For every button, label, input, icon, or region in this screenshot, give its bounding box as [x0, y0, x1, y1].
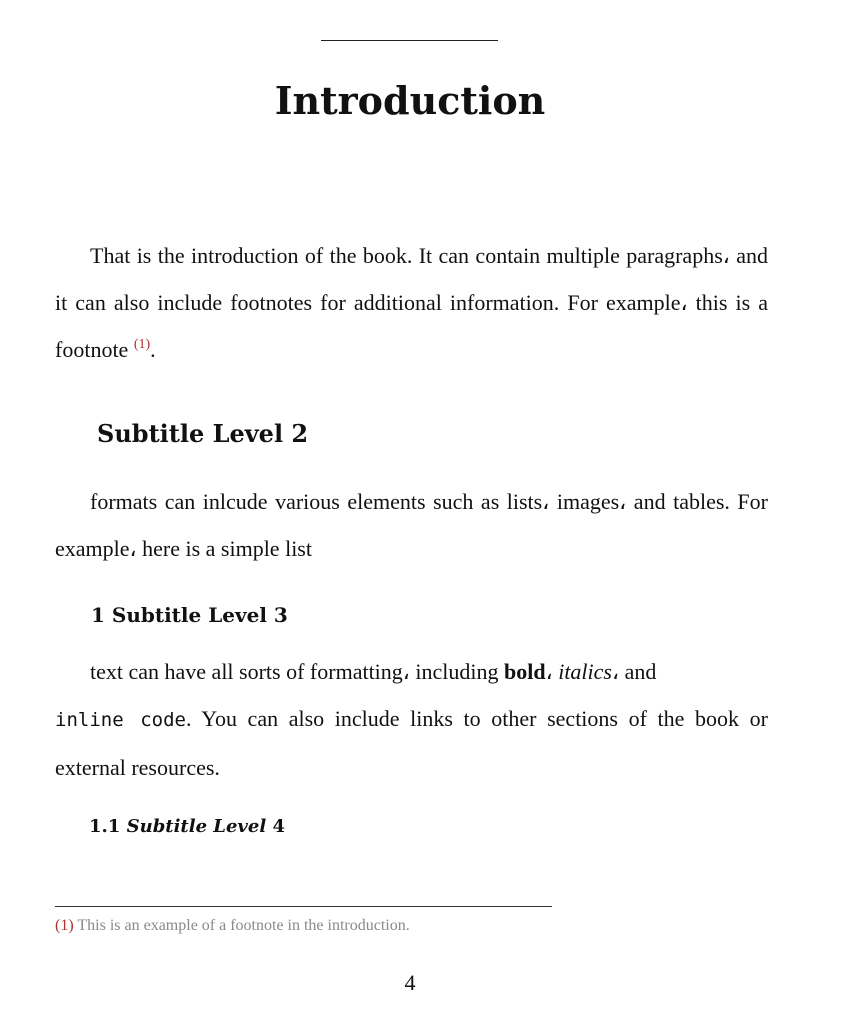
- separator-text: ، and: [611, 659, 657, 684]
- subtitle-level-2-heading: Subtitle Level 2: [97, 419, 309, 448]
- italic-text: italics: [558, 659, 612, 684]
- inline-code: inline code: [55, 709, 186, 731]
- footnote-rule: [55, 906, 552, 907]
- page-number: 4: [404, 970, 416, 995]
- intro-text-end: .: [150, 337, 156, 362]
- chapter-title: Introduction: [274, 78, 546, 123]
- subtitle-level-4-title: Subtitle Level: [126, 816, 267, 837]
- footnote-mark[interactable]: (1): [55, 917, 74, 934]
- separator-text: ،: [545, 659, 559, 684]
- intro-text: That is the introduction of the book. It can contain multiple paragraphs، and it can also include footnotes for additional information. For example، this is a footnote: [55, 243, 768, 362]
- subtitle-level-4-num: 4: [272, 816, 285, 837]
- subtitle-level-4-number: 1.1: [89, 816, 121, 837]
- intro-paragraph: [55, 232, 768, 373]
- footnote-text: This is an example of a footnote in the introduction.: [77, 917, 410, 934]
- links-text: . You can also include links to other sections of the book or external resources.: [55, 706, 768, 780]
- subtitle-level-3-heading: 1 Subtitle Level 3: [91, 603, 288, 627]
- subtitle-level-4-heading: [89, 812, 285, 842]
- footnote-reference-link[interactable]: (1): [133, 337, 151, 352]
- lists-paragraph: formats can inlcude various elements such as lists، images، and tables. For example، here is a simple list: [55, 489, 768, 561]
- bold-text: bold: [504, 659, 546, 684]
- top-rule: [321, 40, 498, 41]
- formatting-paragraph: [55, 648, 768, 791]
- formatting-text: text can have all sorts of formatting، including: [90, 659, 504, 684]
- footnote: [55, 914, 410, 938]
